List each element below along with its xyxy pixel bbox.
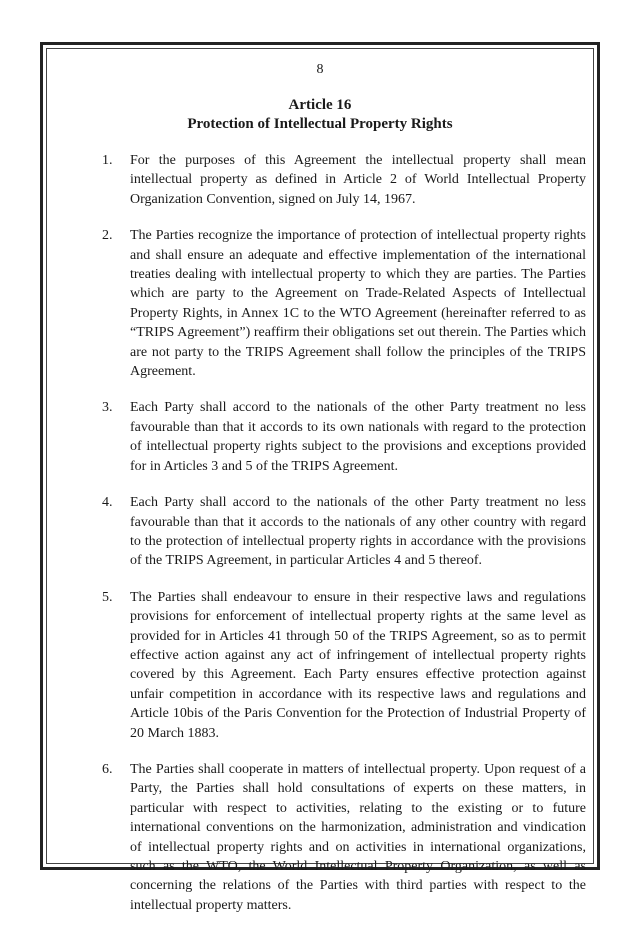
paragraph-1 bbox=[96, 151, 586, 209]
paragraph-3 bbox=[96, 398, 586, 476]
paragraph-2 bbox=[96, 226, 586, 381]
article-title: Article 16 bbox=[288, 97, 352, 113]
paragraph-6 bbox=[96, 760, 586, 915]
paragraph-text: The Parties shall cooperate in matters of intellectual property. Upon request of a Party, the Parties shall hold consultations of experts on these matters, in particular with respect to activities, relating to the existing or to future international conventions on the harmonization, administration and vindication of intellectual property rights and on activities in international organizations, such as the WTO, the World Intellectual Property Organization, as well as concerning the relations of the Parties with third parties with respect to the intellectual property matters. bbox=[130, 761, 586, 913]
paragraph-text: The Parties shall endeavour to ensure in their respective laws and regulations provisions for enforcement of intellectual property rights at the same level as provided for in Articles 41 through 50 of the TRIPS Agreement, so as to permit effective action against any act of infringement of intellectual property rights covered by this Agreement. Each Party ensures effective protection against unfair competition in accordance with its respective laws and regulations and Article 10bis of the Paris Convention for the Protection of Industrial Property of 20 March 1883. bbox=[130, 589, 586, 741]
paragraph-text: Each Party shall accord to the nationals of the other Party treatment no less favourable than that it accords to its own nationals with regard to the protection of intellectual property rights subject to the provisions and exceptions provided for in Articles 3 and 5 of the TRIPS Agreement. bbox=[130, 400, 586, 474]
paragraph-list bbox=[96, 151, 586, 932]
article-heading bbox=[0, 96, 640, 134]
paragraph-4 bbox=[96, 493, 586, 571]
paragraph-text: Each Party shall accord to the nationals of the other Party treatment no less favourable than that it accords to the nationals of any other country with regard to the protection of intellectual property rights in accordance with the provisions of the TRIPS Agreement, in particular Articles 4 and 5 thereof. bbox=[130, 495, 586, 569]
page-number: 8 bbox=[316, 62, 324, 77]
paragraph-5 bbox=[96, 588, 586, 743]
paragraph-number: 6. bbox=[102, 761, 113, 777]
paragraph-number: 2. bbox=[102, 228, 113, 244]
paragraph-text: For the purposes of this Agreement the intellectual property shall mean intellectual property as defined in Article 2 of World Intellectual Property Organization Convention, signed on July 14, 1967. bbox=[130, 153, 586, 207]
paragraph-number: 3. bbox=[102, 400, 113, 416]
paragraph-number: 5. bbox=[102, 589, 113, 605]
paragraph-number: 1. bbox=[102, 153, 113, 168]
paragraph-number: 4. bbox=[102, 495, 113, 511]
article-subtitle: Protection of Intellectual Property Rights bbox=[187, 116, 453, 132]
paragraph-text: The Parties recognize the importance of protection of intellectual property rights and shall ensure an adequate and effective implementation of the international treaties dealing with intellectual property to which they are parties. The Parties which are party to the Agreement on Trade-Related Aspects of Intellectual Property Rights, in Annex 1C to the WTO Agreement (hereinafter referred to as “TRIPS Agreement”) reaffirm their obligations set out therein. The Parties which are not party to the TRIPS Agreement shall follow the principles of the TRIPS Agreement. bbox=[130, 228, 586, 380]
